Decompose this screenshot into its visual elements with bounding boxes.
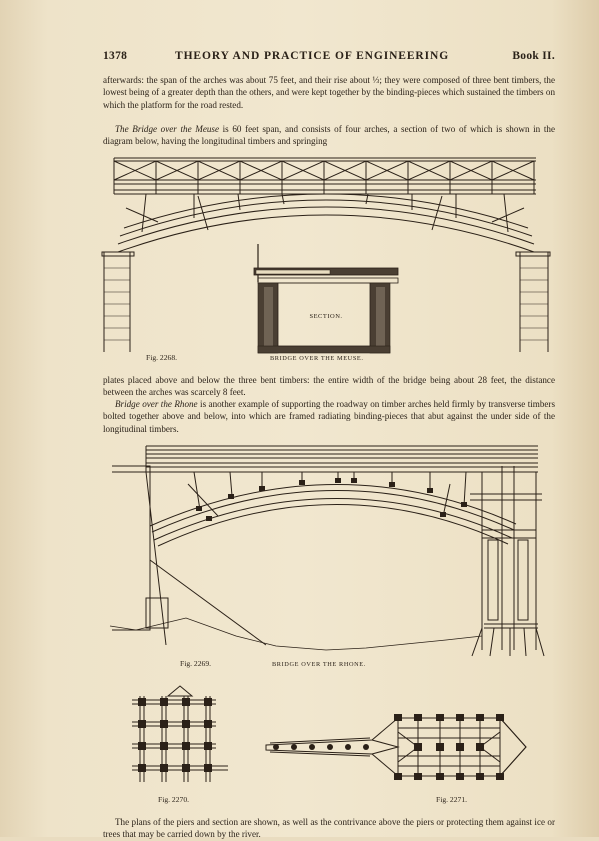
fig-2269-label: Fig. 2269. — [180, 659, 212, 668]
paragraph-meuse — [103, 123, 555, 148]
meuse-title: The Bridge over the Meuse — [115, 124, 219, 134]
paragraph-1: afterwards: the span of the arches was about 75 feet, and their rise about ⅓; they were composed of three bent timbers, the lowest being of a greater depth than the others, and were kept together by the binding-pieces which sustained the timbers on which the platform for the road rested. — [103, 75, 555, 110]
fig-2270-label: Fig. 2270. — [158, 795, 190, 804]
figure-2271-icebreaker-plan — [262, 712, 532, 782]
paragraph-5: The plans of the piers and section are shown, as well as the contrivance above the piers or protecting them against ice or trees that may be carried down by the river. — [103, 817, 555, 840]
rhone-body: is another example of supporting the roadway on timber arches held firmly by transverse timbers bolted together above and below, into which are framed radiating binding-pieces that abut against the under side of the longitudinal timbers. — [103, 399, 555, 434]
fig-2268-caption: BRIDGE OVER THE MEUSE. — [270, 355, 364, 362]
paragraph-3: plates placed above and below the three bent timbers: the entire width of the bridge being about 28 feet, the distance between the arches was scarcely 8 feet. — [103, 375, 555, 398]
meuse-body: is 60 feet span, and consists of four arches, a section of two of which is shown in the diagram below, having the longitudinal timbers and springing — [103, 124, 555, 147]
fig-2268-label: Fig. 2268. — [146, 353, 178, 362]
paragraph-rhone — [103, 398, 555, 435]
running-title: THEORY AND PRACTICE OF ENGINEERING — [175, 50, 450, 62]
running-header — [103, 50, 555, 66]
book-label: Book II. — [512, 50, 555, 62]
figure-2268-meuse-bridge — [98, 152, 554, 356]
figure-2270-pier-plan — [128, 682, 232, 790]
section-label: SECTION. — [309, 313, 343, 320]
page-number: 1378 — [103, 50, 128, 62]
figure-2269-rhone-bridge — [106, 440, 548, 662]
fig-2269-caption: BRIDGE OVER THE RHONE. — [272, 661, 366, 668]
fig-2271-label: Fig. 2271. — [436, 795, 468, 804]
rhone-title: Bridge over the Rhone — [115, 399, 198, 409]
